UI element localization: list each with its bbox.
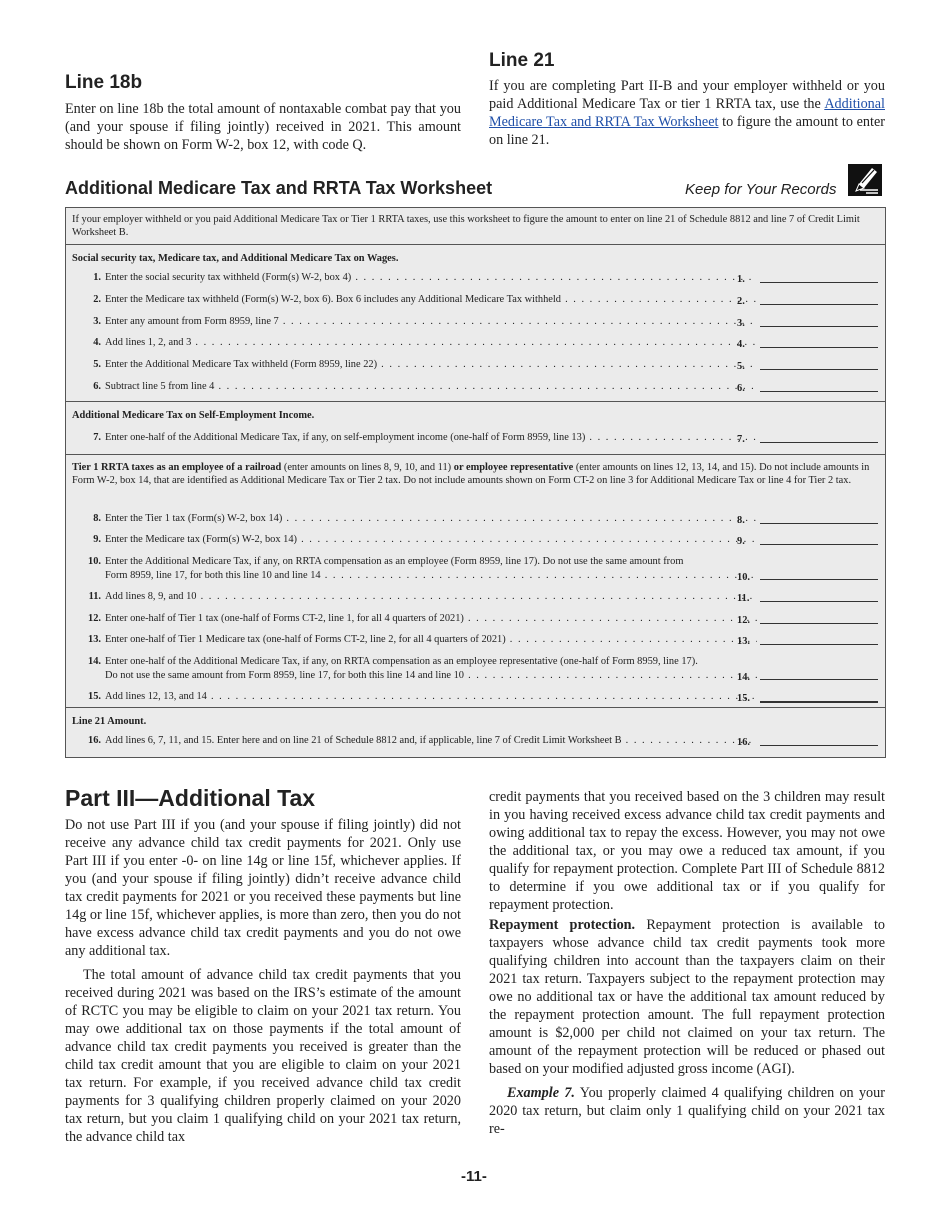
line21-text-before: If you are completing Part II-B and your employer withheld or you paid Additional Medicare Tax or tier 1 RRTA tax, use the (489, 78, 885, 112)
worksheet-line-16 (86, 735, 881, 751)
worksheet-line-4 (86, 337, 881, 353)
line-label: 3. (737, 318, 745, 329)
line-label: 15. (737, 693, 750, 704)
line-number: 10. (88, 556, 101, 567)
line-entry-field[interactable] (760, 544, 878, 545)
keep-for-records: Keep for Your Records (685, 181, 837, 198)
line-label: 14. (737, 672, 750, 683)
worksheet-line-3 (86, 316, 881, 332)
worksheet-link[interactable]: Additional Medicare Tax and RRTA Tax Worksheet (489, 96, 885, 130)
line-entry-field[interactable] (760, 442, 878, 443)
section-heading (72, 461, 872, 487)
worksheet-line-1 (86, 272, 881, 288)
line-text: Enter the Medicare tax withheld (Form(s) W-2, box 6). Box 6 includes any Additional Medicare Tax withheld . . . (105, 294, 757, 305)
line-text: Enter the Additional Medicare Tax withheld (Form 8959, line 22) . . . (105, 359, 757, 370)
line-text: Add lines 12, 13, and 14 . . . (105, 691, 757, 702)
worksheet-line-8 (86, 513, 881, 529)
line18b-heading: Line 18b (65, 72, 143, 93)
line-entry-field[interactable] (760, 369, 878, 370)
line-number: 2. (93, 294, 101, 305)
line-entry-field[interactable] (760, 601, 878, 602)
line-number: 11. (88, 591, 101, 602)
line-entry-field[interactable] (760, 644, 878, 645)
line-entry-field[interactable] (760, 391, 878, 392)
line-entry-field[interactable] (760, 679, 878, 680)
line-number: 7. (93, 432, 101, 443)
worksheet-section-wages (66, 244, 885, 401)
worksheet-section-self-employment (66, 401, 885, 454)
worksheet-line-2 (86, 294, 881, 310)
worksheet-section-line21 (66, 707, 885, 758)
line-number: 4. (93, 337, 101, 348)
example7-paragraph (489, 1084, 885, 1138)
line-number: 9. (93, 534, 101, 545)
worksheet-title: Additional Medicare Tax and RRTA Tax Worksheet (65, 178, 493, 198)
part3-paragraph-3: credit payments that you received based on the 3 children may result in you having received excess advance child tax credit payments and owing additional tax to repay the excess. However, you may not owe the additional tax, or you may owe a reduced tax amount, if you qualify for repayment protection. Complete Part III of Schedule 8812 to determine if you owe additional tax or if you qualify for repayment protection. (489, 789, 885, 913)
example7-title: Example 7. (507, 1085, 575, 1101)
section-heading-bold-1: Tier 1 RRTA taxes as an employee of a railroad (72, 462, 282, 473)
line18b-text: Enter on line 18b the total amount of nontaxable combat pay that you (and your spouse if filing jointly) received in 2021. This amount should be shown on Form W-2, box 12, with code Q. (65, 101, 461, 153)
section-heading-text: Additional Medicare Tax on Self-Employment Income. (72, 410, 315, 421)
line21-heading: Line 21 (489, 50, 555, 71)
line-label: 16. (737, 737, 750, 748)
line-label: 11. (737, 593, 750, 604)
section-heading (72, 715, 146, 728)
part3-paragraph-2: The total amount of advance child tax credit payments that you received during 2021 was based on the IRS’s estimate of the amount of RCTC you may be eligible to claim on your 2021 tax return. You may owe additional tax on those payments if the total amount of advance child tax credit payments you received is greater than the child tax credit amount that you are eligible to claim on your 2021 tax return. For example, if you received advance child tax credit payments for 3 qualifying children properly claimed on your 2020 tax return, but you claim 1 qualifying child on your 2021 tax return, the advance child tax (65, 967, 461, 1145)
repayment-protection-paragraph (489, 916, 885, 1078)
line-label: 1. (737, 274, 745, 285)
worksheet-line-7 (86, 432, 881, 448)
line-text: Enter the Medicare tax (Form(s) W-2, box 14) . . . (105, 534, 757, 545)
worksheet-line-14 (86, 655, 881, 685)
pencil-icon (848, 164, 882, 196)
line-label: 4. (737, 339, 745, 350)
line-number: 15. (88, 691, 101, 702)
repayment-protection-title: Repayment protection. (489, 917, 636, 933)
worksheet-line-13 (86, 634, 881, 650)
part3-paragraph-1: Do not use Part III if you (and your spouse if filing jointly) did not receive any advance child tax credit payments for 2021. Only use Part III if you enter -0- on line 14g or line 15f, whichever applies. If you (and your spouse if filing jointly) didn’t receive advance child tax credit payments for 2021 or you received these payments but line 14g or line 15f, whichever applies, is more than zero, then you do not have excess advance child tax credit payments and you do not owe any additional tax. (65, 817, 461, 959)
worksheet-line-12 (86, 613, 881, 629)
line-number: 5. (93, 359, 101, 370)
line-label: 5. (737, 361, 745, 372)
line-number: 12. (88, 613, 101, 624)
worksheet-line-6 (86, 381, 881, 397)
line-label: 6. (737, 383, 745, 394)
section-heading-bold-2: or employee representative (453, 462, 574, 473)
line-label: 9. (737, 536, 745, 547)
line-text: Add lines 6, 7, 11, and 15. Enter here and on line 21 of Schedule 8812 and, if applicable, line 7 of Credit Limit Worksheet B . . . (105, 735, 757, 746)
line-number: 6. (93, 381, 101, 392)
line-entry-field[interactable] (760, 701, 878, 703)
line-text: Enter any amount from Form 8959, line 7 . . . (105, 316, 757, 327)
line21-text-after: to figure the amount to enter on line 21. (489, 114, 885, 148)
line-label: 12. (737, 615, 750, 626)
line-label: 13. (737, 636, 750, 647)
line-entry-field[interactable] (760, 304, 878, 305)
line-text: Enter one-half of Tier 1 Medicare tax (one-half of Forms CT-2, line 2, for all 4 quarters of 2021) . . . (105, 634, 757, 645)
section-heading (72, 252, 398, 265)
repayment-protection-text: Repayment protection is available to taxpayers whose advance child tax credit payments took more qualifying children into account than the taxpayers claim on their 2021 tax return. Taxpayers subject to the repayment protection may owe no additional tax or have the additional tax amount reduced by the repayment protection amount. The full repayment protection amount is $2,000 per child not claimed on your tax return. The amount of the repayment protection will be reduced or phased out based on your modified adjusted gross income (AGI). (489, 917, 885, 1077)
line-number: 1. (93, 272, 101, 283)
line-entry-field[interactable] (760, 347, 878, 348)
line-text: Add lines 8, 9, and 10 . . . (105, 591, 757, 602)
line-text-1: Enter one-half of the Additional Medicare Tax, if any, on RRTA compensation as an employee representative (one-half of Form 8959, line 17). (105, 656, 698, 667)
line-entry-field[interactable] (760, 623, 878, 624)
part3-heading: Part III—Additional Tax (65, 785, 316, 811)
worksheet-section-rrta (66, 454, 885, 707)
example7-text: You properly claimed 4 qualifying children on your 2020 tax return, but claim only 1 qualifying child on your 2021 tax re- (489, 1085, 885, 1137)
line-label: 2. (737, 296, 745, 307)
worksheet-intro: If your employer withheld or you paid Additional Medicare Tax or Tier 1 RRTA taxes, use this worksheet to figure the amount to enter on line 21 of Schedule 8812 and line 7 of Credit Limit Worksheet B. (72, 214, 860, 238)
line-entry-field[interactable] (760, 579, 878, 580)
line-entry-field[interactable] (760, 523, 878, 524)
section-heading-text: Social security tax, Medicare tax, and Additional Medicare Tax on Wages. (72, 253, 399, 264)
line-entry-field[interactable] (760, 326, 878, 327)
line-number: 16. (88, 735, 101, 746)
line-number: 13. (88, 634, 101, 645)
line-text: Enter one-half of the Additional Medicare Tax, if any, on self-employment income (one-half of Form 8959, line 13) . . . (105, 432, 757, 443)
line21-text (489, 77, 885, 149)
worksheet-line-10 (86, 555, 881, 585)
line-text: Enter the Tier 1 tax (Form(s) W-2, box 14) . . . (105, 513, 757, 524)
line-text: Add lines 1, 2, and 3 . . . (105, 337, 757, 348)
line-text-1: Enter the Additional Medicare Tax, if any, on RRTA compensation as an employee (Form 8959, line 17). Do not use the same amount from (105, 556, 684, 567)
worksheet-box (65, 207, 886, 758)
line-text: Subtract line 5 from line 4 . . . (105, 381, 757, 392)
line-text-2: Do not use the same amount from Form 8959, line 17, for both this line 14 and line 10 . . . (105, 669, 757, 683)
section-heading-text: Line 21 Amount. (72, 716, 147, 727)
line-text-2: Form 8959, line 17, for both this line 10 and line 14 . . . (105, 569, 757, 583)
page-number: -11- (461, 1168, 487, 1185)
line-text: Enter one-half of Tier 1 tax (one-half of Forms CT-2, line 1, for all 4 quarters of 2021) . . . (105, 613, 757, 624)
worksheet-line-9 (86, 534, 881, 550)
section-heading (72, 409, 314, 422)
worksheet-line-11 (86, 591, 881, 607)
line-label: 8. (737, 515, 745, 526)
section-heading-text-1: (enter amounts on lines 8, 9, 10, and 11) (281, 462, 454, 473)
section-heading-text-2: (enter amounts on lines 12, 13, 14, and 15). Do not include amounts in Form W-2, box 14, that are identified as Additional Medicare Tax or Tier 2 tax. Do not include amounts shown on Form CT-2 on line 3 for Additional Medicare Tax or line 4 for Tier 2 tax. (72, 462, 870, 486)
line-label: 10. (737, 572, 750, 583)
line-number: 8. (93, 513, 101, 524)
line-number: 14. (88, 656, 101, 667)
worksheet-line-5 (86, 359, 881, 375)
worksheet-line-15 (86, 691, 881, 707)
line-number: 3. (93, 316, 101, 327)
line-entry-field[interactable] (760, 745, 878, 746)
line-entry-field[interactable] (760, 282, 878, 283)
line-text: Enter the social security tax withheld (Form(s) W-2, box 4) . . . (105, 272, 757, 283)
line-label: 7. (737, 434, 745, 445)
